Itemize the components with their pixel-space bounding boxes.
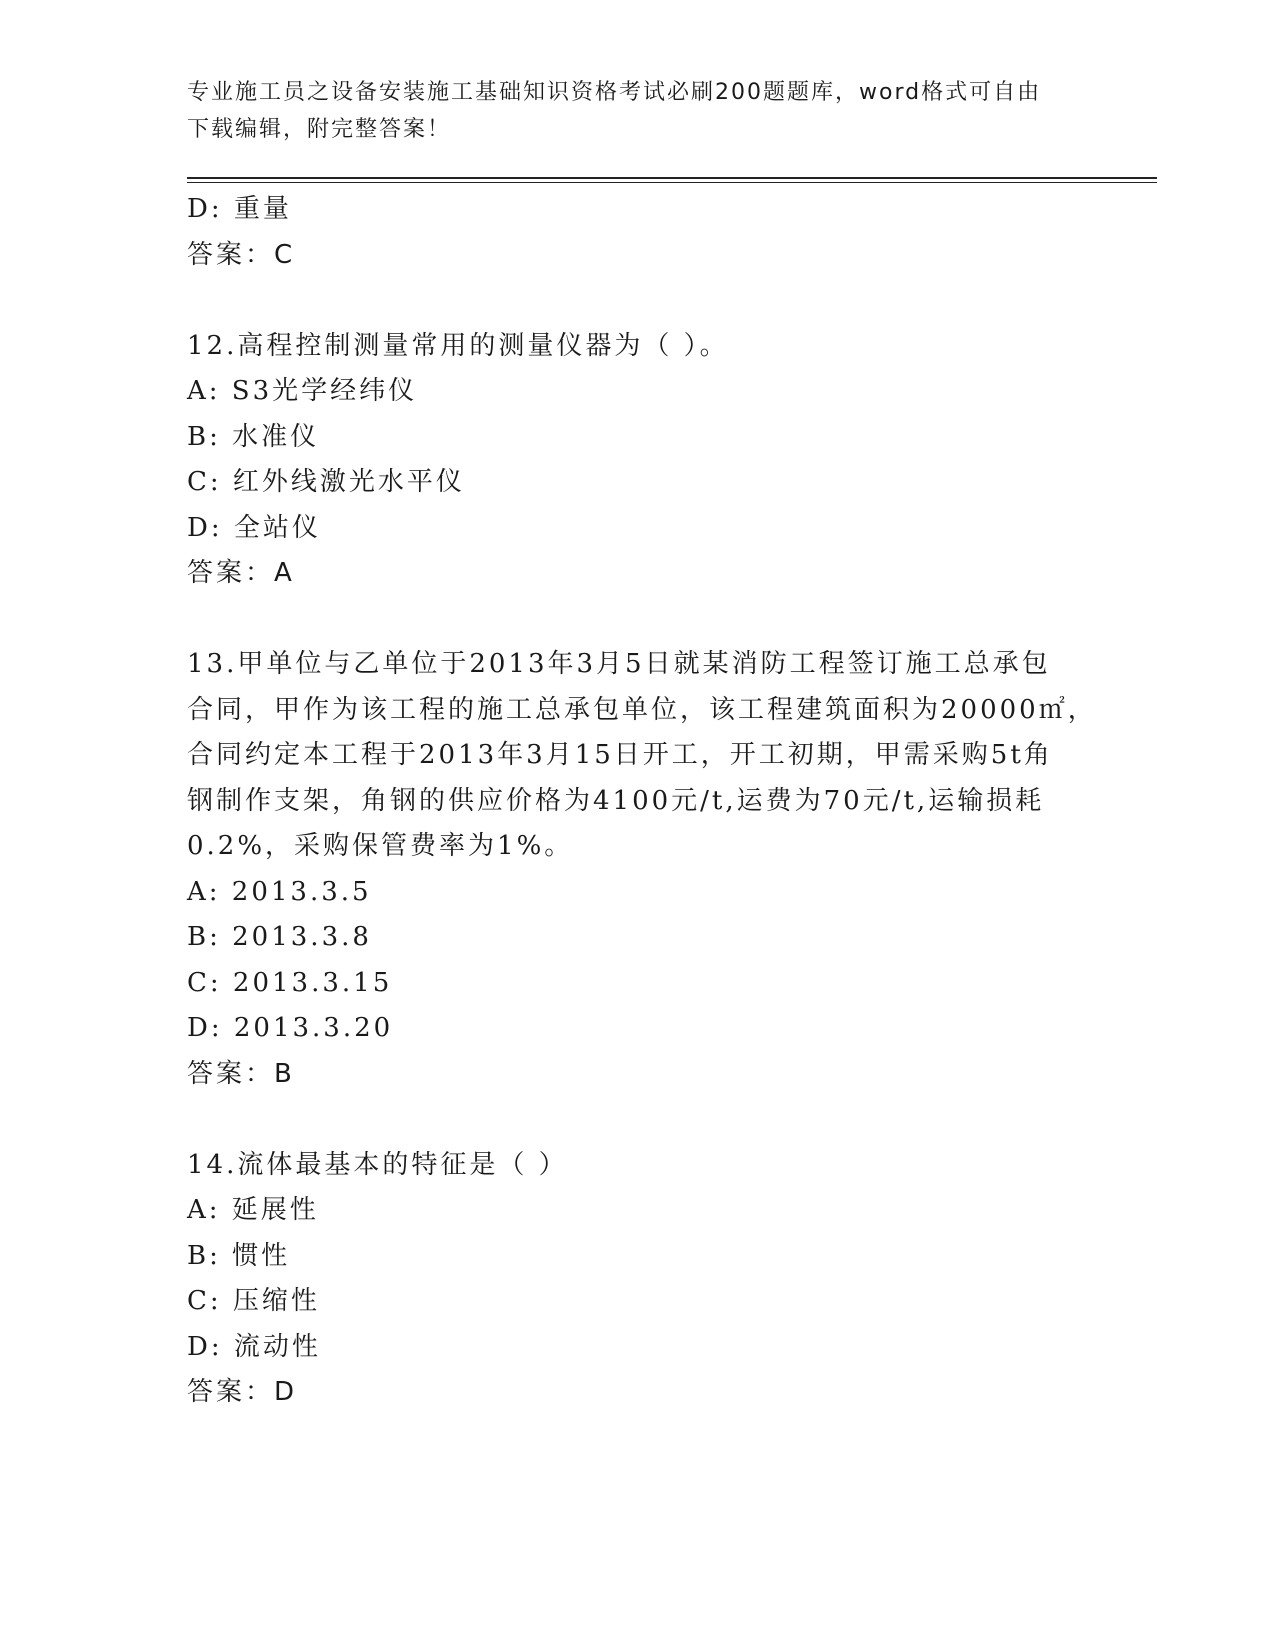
answer-line: 答案：D bbox=[187, 1377, 298, 1407]
question-stem-line: 0.2%，采购保管费率为1%。 bbox=[187, 831, 574, 861]
question-stem: 12.高程控制测量常用的测量仪器为（ ）。 bbox=[187, 330, 729, 361]
header-title-line-1: 专业施工员之设备安装施工基础知识资格考试必刷200题题库，word格式可自由 bbox=[187, 80, 1042, 105]
question-stem-line: 合同，甲作为该工程的施工总承包单位，该工程建筑面积为20000㎡， bbox=[187, 694, 1097, 725]
question-stem-line: 钢制作支架，角钢的供应价格为4100元/t,运费为70元/t,运输损耗 bbox=[187, 785, 1045, 816]
answer-line: 答案：C bbox=[187, 239, 296, 270]
option-d: D: 流动性 bbox=[187, 1331, 321, 1362]
option-d: D: 2013.3.20 bbox=[187, 1013, 394, 1043]
answer-line: 答案：A bbox=[187, 558, 295, 588]
spacer bbox=[187, 1097, 1087, 1143]
option-a: A: S3光学经纬仪 bbox=[187, 376, 418, 406]
spacer bbox=[187, 278, 1087, 324]
header-title-line-2: 下载编辑，附完整答案！ bbox=[187, 117, 452, 142]
question-list bbox=[187, 187, 1097, 1416]
option-c: C: 红外线激光水平仪 bbox=[187, 467, 465, 497]
question-stem: 14.流体最基本的特征是（ ） bbox=[187, 1149, 568, 1180]
option-d: D: 全站仪 bbox=[187, 512, 321, 543]
option-b: B: 水准仪 bbox=[187, 421, 320, 452]
question-stem-line: 13.甲单位与乙单位于2013年3月5日就某消防工程签订施工总承包 bbox=[187, 649, 1051, 679]
option-b: B: 惯性 bbox=[187, 1240, 291, 1271]
header-divider-thick bbox=[187, 177, 1157, 179]
question-block-14 bbox=[187, 1143, 1087, 1416]
option-a: A: 延展性 bbox=[187, 1195, 319, 1225]
answer-line: 答案：B bbox=[187, 1058, 295, 1089]
option-d: D: 重量 bbox=[187, 194, 292, 224]
spacer bbox=[187, 597, 1087, 643]
question-block-12 bbox=[187, 324, 1087, 597]
option-a: A: 2013.3.5 bbox=[187, 876, 372, 907]
option-c: C: 2013.3.15 bbox=[187, 967, 393, 998]
option-c: C: 压缩性 bbox=[187, 1286, 320, 1316]
question-block-13 bbox=[187, 642, 1097, 1097]
header-divider-thin bbox=[187, 182, 1157, 183]
question-stem-line: 合同约定本工程于2013年3月15日开工，开工初期，甲需采购5t角 bbox=[187, 740, 1053, 770]
question-block-previous bbox=[187, 187, 1087, 278]
option-b: B: 2013.3.8 bbox=[187, 922, 372, 952]
document-header bbox=[187, 74, 1067, 148]
